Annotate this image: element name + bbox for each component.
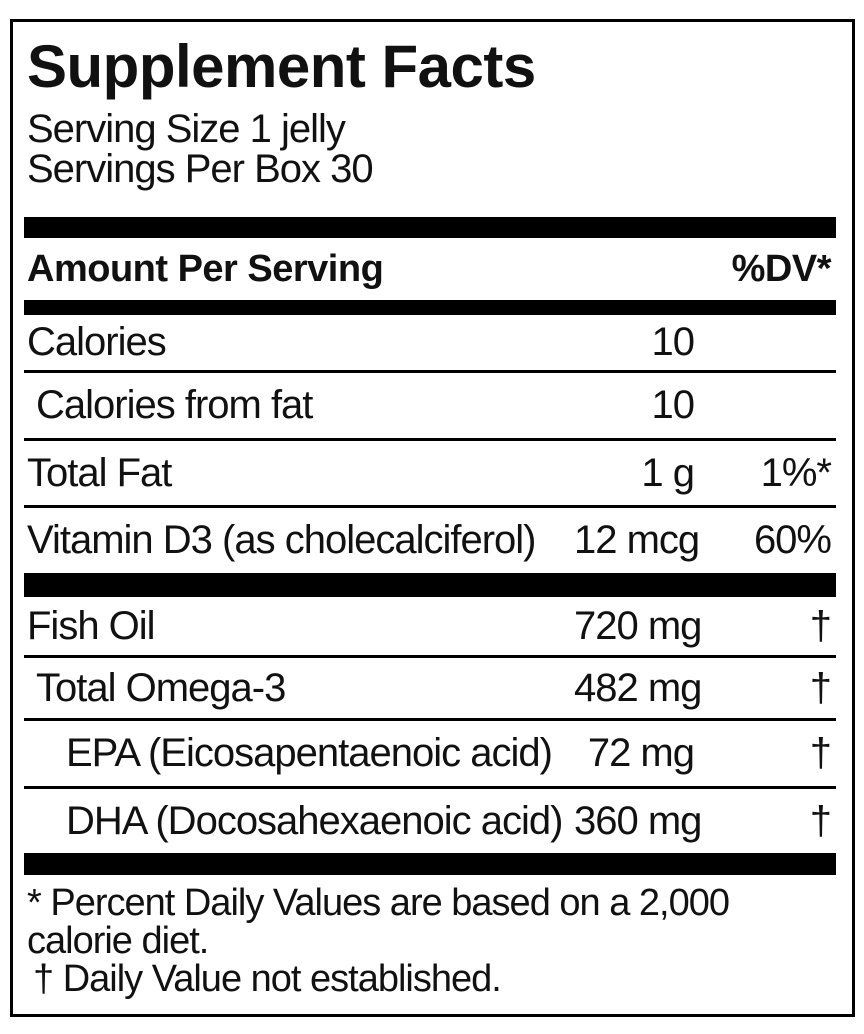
nutrient-amount: 10 (651, 320, 694, 364)
nutrient-dv-dagger: † (809, 665, 831, 710)
thick-separator-bar (24, 573, 836, 597)
thick-separator-bar (24, 217, 836, 238)
nutrient-group-fish-oil (24, 597, 836, 853)
panel-content (13, 34, 852, 998)
panel-title: Supplement Facts (27, 33, 536, 100)
table-row-vitamin-d3 (24, 508, 836, 573)
table-row-total-omega3 (24, 658, 836, 721)
nutrient-name: Calories (27, 320, 166, 364)
thick-separator-bar (24, 853, 836, 875)
table-row-calories-from-fat (24, 373, 836, 441)
nutrient-amount: 720 mg (574, 603, 702, 648)
column-header-row (24, 238, 836, 300)
footnote-dagger: † Daily Value not established. (33, 958, 501, 1000)
nutrient-name: Total Fat (27, 450, 172, 495)
nutrient-name: Vitamin D3 (as cholecalciferol) (27, 518, 536, 562)
thick-separator-bar (24, 300, 836, 315)
nutrient-name: DHA (Docosahexaenoic acid) (66, 798, 563, 843)
nutrient-name: EPA (Eicosapentaenoic acid) (66, 731, 552, 775)
supplement-facts-panel (10, 19, 855, 1017)
nutrient-amount: 12 mcg (574, 518, 700, 562)
nutrient-name: Total Omega-3 (36, 665, 286, 710)
nutrient-amount: 10 (651, 383, 694, 427)
nutrient-amount: 360 mg (574, 798, 702, 843)
table-row-fish-oil (24, 597, 836, 658)
footnotes (24, 884, 836, 998)
nutrient-dv-dagger: † (809, 731, 831, 775)
nutrient-name: Fish Oil (27, 603, 155, 648)
nutrient-dv: 60% (753, 518, 831, 562)
table-row-epa (24, 721, 836, 789)
nutrient-amount: 72 mg (587, 731, 694, 775)
servings-per-box-line: Servings Per Box 30 (27, 147, 373, 191)
table-row-calories (24, 315, 836, 373)
nutrient-amount: 482 mg (574, 665, 702, 710)
percent-dv-header: %DV* (731, 247, 831, 290)
nutrient-dv-dagger: † (809, 603, 831, 648)
table-row-total-fat (24, 441, 836, 508)
nutrient-dv-dagger: † (809, 798, 831, 843)
serving-size-line: Serving Size 1 jelly (27, 107, 345, 151)
nutrient-group-macros (24, 315, 836, 573)
footnote-percent-dv: * Percent Daily Values are based on a 2,000 (27, 882, 729, 924)
nutrient-name: Calories from fat (36, 383, 313, 427)
nutrient-dv: 1%* (760, 450, 831, 495)
table-row-dha (24, 789, 836, 853)
serving-info (24, 109, 836, 189)
nutrient-amount: 1 g (641, 450, 694, 495)
footnote-percent-dv-cont: calorie diet. (27, 920, 209, 962)
amount-per-serving-header: Amount Per Serving (27, 247, 384, 290)
